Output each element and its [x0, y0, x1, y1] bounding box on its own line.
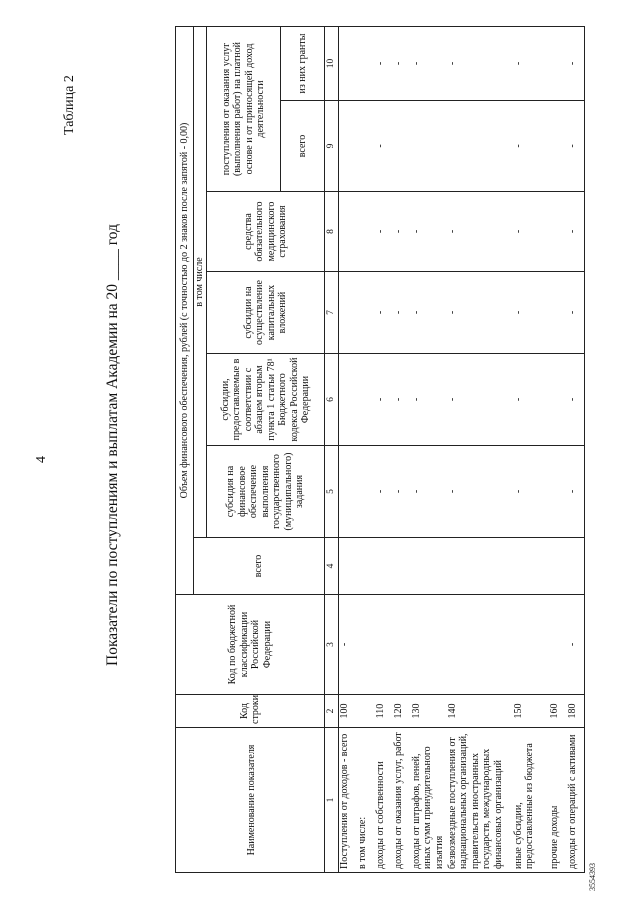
row-name: доходы от собственности — [375, 728, 393, 873]
row-code: 130 — [411, 695, 447, 728]
row-value: - — [375, 26, 393, 100]
row-value: - — [393, 192, 411, 272]
row-value: - — [513, 272, 549, 354]
row-value: - — [513, 101, 549, 192]
row-value — [393, 538, 411, 595]
row-value: - — [375, 272, 393, 354]
header-budget-code: Код по бюджетной классификации Российской Федерации — [176, 595, 325, 695]
row-value: - — [567, 595, 585, 695]
row-value — [339, 26, 357, 100]
row-value: - — [393, 354, 411, 446]
row-value — [567, 538, 585, 595]
row-value — [339, 354, 357, 446]
header-row-code: Код строки — [176, 695, 325, 728]
header-oms: средства обязательного медицинского страхования — [207, 192, 325, 272]
row-value: - — [567, 354, 585, 446]
column-number: 10 — [325, 26, 339, 100]
column-number-row — [325, 26, 339, 872]
row-value — [447, 538, 513, 595]
row-value: - — [411, 354, 447, 446]
row-value: - — [513, 354, 549, 446]
column-number: 5 — [325, 446, 339, 538]
table-row — [567, 26, 585, 872]
table-row — [447, 26, 513, 872]
row-value — [393, 595, 411, 695]
row-value — [513, 538, 549, 595]
table-body — [339, 26, 585, 872]
row-value: - — [513, 446, 549, 538]
row-value — [357, 538, 375, 595]
document-id: 3554393 — [588, 863, 597, 891]
header-volume: Объем финансового обеспечения, рублей (с точностью до 2 знаков после запятой - 0,00) — [176, 26, 194, 594]
row-name: иные субсидии, предоставленные из бюджета — [513, 728, 549, 873]
column-number: 4 — [325, 538, 339, 595]
page-number: 4 — [34, 456, 49, 463]
row-value: - — [339, 595, 357, 695]
row-value — [357, 354, 375, 446]
header-paid-services: поступления от оказания услуг (выполнения работ) на платной основе и от приносящей доход деятельности — [207, 26, 281, 191]
row-value — [375, 595, 393, 695]
row-value — [411, 101, 447, 192]
table-row — [339, 26, 357, 872]
table-label: Таблица 2 — [62, 75, 77, 135]
header-paid-grants: из них гранты — [281, 26, 325, 100]
row-code: 140 — [447, 695, 513, 728]
row-value — [411, 595, 447, 695]
row-value — [339, 446, 357, 538]
row-value — [549, 354, 567, 446]
header-subsidy-state-task: субсидия на финансовое обеспечение выполнения государственного (муниципального) задания — [207, 446, 325, 538]
row-value: - — [411, 272, 447, 354]
row-value: - — [447, 446, 513, 538]
row-code: 100 — [339, 695, 357, 728]
column-number: 8 — [325, 192, 339, 272]
table-row — [549, 26, 567, 872]
row-code: 160 — [549, 695, 567, 728]
row-name: прочие доходы — [549, 728, 567, 873]
row-value: - — [567, 446, 585, 538]
row-value: - — [393, 446, 411, 538]
row-value — [339, 538, 357, 595]
row-value — [549, 101, 567, 192]
row-value: - — [567, 192, 585, 272]
row-value — [549, 446, 567, 538]
row-value: - — [375, 446, 393, 538]
row-value — [411, 538, 447, 595]
header-paid-total: всего — [281, 101, 325, 192]
row-value — [357, 26, 375, 100]
table-row — [393, 26, 411, 872]
row-value — [339, 192, 357, 272]
row-value: - — [375, 354, 393, 446]
row-value — [513, 595, 549, 695]
column-number: 7 — [325, 272, 339, 354]
row-value: - — [411, 446, 447, 538]
row-code: 180 — [567, 695, 585, 728]
row-value — [447, 595, 513, 695]
row-code: 150 — [513, 695, 549, 728]
row-value — [549, 26, 567, 100]
header-total: всего — [194, 538, 325, 595]
row-value: - — [513, 26, 549, 100]
row-value — [447, 101, 513, 192]
header-name: Наименование показателя — [176, 728, 325, 873]
column-number: 6 — [325, 354, 339, 446]
row-value: - — [375, 101, 393, 192]
row-name: безвозмездные поступления от наднациональных организаций, правительств иностранных государств, международных финансовых организаций — [447, 728, 513, 873]
row-value: - — [567, 272, 585, 354]
row-value: - — [567, 26, 585, 100]
row-value: - — [447, 192, 513, 272]
row-value: - — [411, 26, 447, 100]
row-value: - — [447, 272, 513, 354]
row-value — [357, 101, 375, 192]
row-code: 110 — [375, 695, 393, 728]
row-value: - — [447, 26, 513, 100]
row-name: Поступления от доходов - всего — [339, 728, 357, 873]
row-value — [393, 101, 411, 192]
header-subsidy-capital: субсидии на осуществление капитальных вложений — [207, 272, 325, 354]
row-value: - — [567, 101, 585, 192]
row-value: - — [447, 354, 513, 446]
row-name: доходы от штрафов, пеней, иных сумм принудительного изъятия — [411, 728, 447, 873]
row-name: доходы от операций с активами — [567, 728, 585, 873]
indicators-table — [175, 26, 585, 873]
row-value — [549, 538, 567, 595]
row-value — [549, 192, 567, 272]
row-code: 120 — [393, 695, 411, 728]
row-value: - — [513, 192, 549, 272]
row-value — [375, 538, 393, 595]
table-row — [375, 26, 393, 872]
row-value — [357, 595, 375, 695]
column-number: 1 — [325, 728, 339, 873]
row-name: в том числе: — [357, 728, 375, 873]
row-value: - — [411, 192, 447, 272]
row-value — [549, 272, 567, 354]
row-code — [357, 695, 375, 728]
row-value — [549, 595, 567, 695]
column-number: 2 — [325, 695, 339, 728]
table-row — [513, 26, 549, 872]
header-including: в том числе — [194, 26, 207, 537]
row-value — [339, 101, 357, 192]
page-title: Показатели по поступлениям и выплатам Академии на 20 ____ год — [104, 224, 121, 666]
row-value — [357, 272, 375, 354]
header-subsidy-78: субсидии, предоставляемые в соответствии с абзацем вторым пункта 1 статьи 78¹ Бюджетного кодекса Российской Федерации — [207, 354, 325, 446]
column-number: 9 — [325, 101, 339, 192]
row-value — [357, 446, 375, 538]
row-value: - — [393, 272, 411, 354]
row-value — [339, 272, 357, 354]
row-value — [357, 192, 375, 272]
column-number: 3 — [325, 595, 339, 695]
table-row — [357, 26, 375, 872]
row-value: - — [393, 26, 411, 100]
row-value: - — [375, 192, 393, 272]
row-name: доходы от оказания услуг, работ — [393, 728, 411, 873]
table-row — [411, 26, 447, 872]
